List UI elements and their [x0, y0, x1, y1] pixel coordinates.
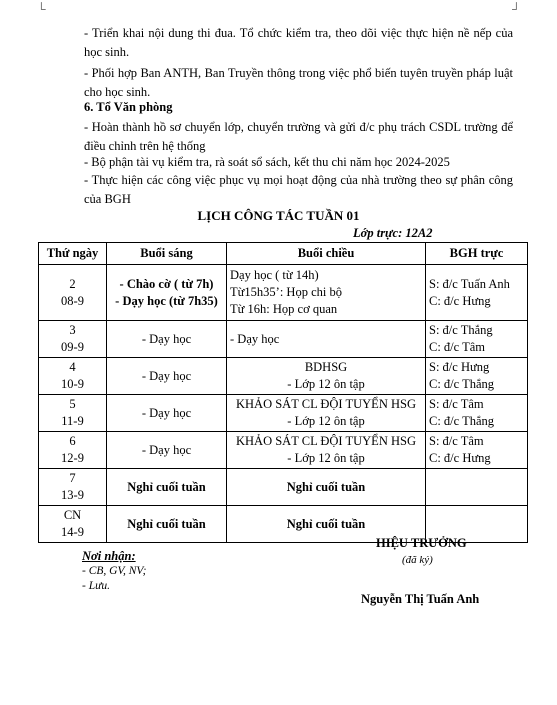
- header-afternoon: Buổi chiều: [227, 243, 426, 265]
- paragraph-competition: - Triển khai nội dung thi đua. Tổ chức kiểm tra, theo dõi việc thực hiện nề nếp của học sinh.: [84, 26, 513, 59]
- day-cell: 3 09-9: [39, 321, 107, 358]
- header-duty: BGH trực: [426, 243, 528, 265]
- table-row: [39, 432, 528, 469]
- paragraph-transfer-records: - Hoàn thành hồ sơ chuyển lớp, chuyển trường và gửi đ/c phụ trách CSDL trường để điều chỉnh trên hệ thống: [84, 120, 513, 153]
- section-heading: 6. Tổ Văn phòng: [84, 100, 173, 114]
- day-cell: 2 08-9: [39, 265, 107, 321]
- signatory-name: Nguyễn Thị Tuấn Anh: [361, 592, 480, 606]
- morning-cell: - Chào cờ ( từ 7h) - Dạy học (từ 7h35): [107, 265, 227, 321]
- duty-cell: S: đ/c Tâm C: đ/c Hưng: [426, 432, 528, 469]
- header-day: Thứ ngày: [39, 243, 107, 265]
- duty-class: Lớp trực: 12A2: [353, 226, 433, 240]
- morning-cell: Nghỉ cuối tuần: [107, 506, 227, 543]
- duty-cell: S: đ/c Thắng C: đ/c Tâm: [426, 321, 528, 358]
- morning-cell: - Dạy học: [107, 395, 227, 432]
- morning-cell: - Dạy học: [107, 358, 227, 395]
- day-cell: 5 11-9: [39, 395, 107, 432]
- afternoon-cell: - Dạy học: [227, 321, 426, 358]
- afternoon-cell: Nghỉ cuối tuần: [227, 469, 426, 506]
- day-cell: 6 12-9: [39, 432, 107, 469]
- duty-cell: [426, 469, 528, 506]
- table-row: [39, 469, 528, 506]
- table-row: [39, 321, 528, 358]
- table-row: [39, 358, 528, 395]
- day-cell: 7 13-9: [39, 469, 107, 506]
- schedule-table: [38, 242, 528, 543]
- afternoon-cell: BDHSG - Lớp 12 ôn tập: [227, 358, 426, 395]
- signed-note: (đã ký): [402, 554, 433, 566]
- afternoon-cell: Nghỉ cuối tuần: [227, 506, 426, 543]
- day-cell: 4 10-9: [39, 358, 107, 395]
- paragraph-coordination: - Phối hợp Ban ANTH, Ban Truyền thông trong việc phổ biến tuyên truyền pháp luật cho học sinh.: [84, 66, 513, 99]
- table-row: [39, 265, 528, 321]
- duty-cell: S: đ/c Hưng C: đ/c Thắng: [426, 358, 528, 395]
- margin-corner-mark-left: └: [37, 2, 46, 16]
- afternoon-cell: KHẢO SÁT CL ĐỘI TUYỂN HSG - Lớp 12 ôn tập: [227, 432, 426, 469]
- recipients-label: Nơi nhận:: [82, 549, 136, 563]
- signatory-title: HIỆU TRƯỞNG: [376, 536, 467, 550]
- day-cell: CN 14-9: [39, 506, 107, 543]
- morning-cell: - Dạy học: [107, 321, 227, 358]
- afternoon-cell: Dạy học ( từ 14h) Từ15h35’: Họp chi bộ Từ 16h: Họp cơ quan: [227, 265, 426, 321]
- paragraph-service: - Thực hiện các công việc phục vụ mọi hoạt động của nhà trường theo sự phân công của BGH: [84, 173, 513, 206]
- recipient-item: - Lưu.: [82, 580, 110, 592]
- table-header-row: [39, 243, 528, 265]
- duty-cell: S: đ/c Tâm C: đ/c Thắng: [426, 395, 528, 432]
- table-row: [39, 395, 528, 432]
- morning-cell: Nghỉ cuối tuần: [107, 469, 227, 506]
- recipients-block: [82, 549, 146, 594]
- schedule-title: LỊCH CÔNG TÁC TUẦN 01: [197, 208, 360, 223]
- morning-cell: - Dạy học: [107, 432, 227, 469]
- header-morning: Buổi sáng: [107, 243, 227, 265]
- afternoon-cell: KHẢO SÁT CL ĐỘI TUYỂN HSG - Lớp 12 ôn tập: [227, 395, 426, 432]
- paragraph-finance: - Bộ phận tài vụ kiểm tra, rà soát sổ sách, kết thu chi năm học 2024-2025: [84, 155, 450, 169]
- duty-cell: S: đ/c Tuấn Anh C: đ/c Hưng: [426, 265, 528, 321]
- recipient-item: - CB, GV, NV;: [82, 565, 147, 577]
- margin-corner-mark-right: ┘: [512, 2, 521, 16]
